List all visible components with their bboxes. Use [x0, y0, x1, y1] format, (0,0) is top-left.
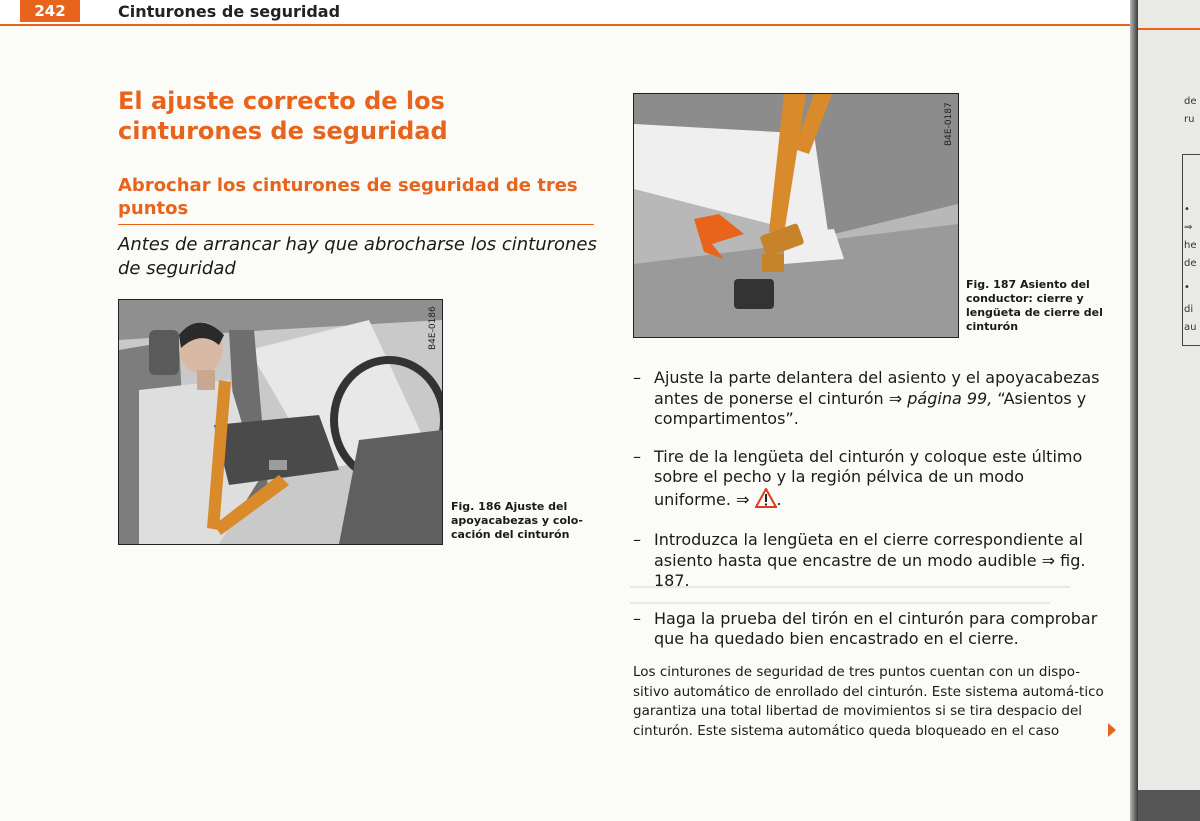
- page-reference-link[interactable]: página 99,: [907, 388, 993, 408]
- figure-187-illustration: [633, 93, 959, 338]
- next-page-edge: [1138, 0, 1200, 821]
- list-item: – Ajuste la parte delantera del asiento y el apoyacabezas antes de ponerse el cinturón ⇒ página 99, “Asientos y compartimentos”.: [633, 368, 1100, 428]
- next-page-fragment: de: [1184, 96, 1197, 107]
- next-page-fragment: •: [1184, 282, 1190, 293]
- buckle-closeup-illustration: [634, 94, 958, 337]
- next-page-fragment: he: [1184, 240, 1197, 251]
- page-number: 242: [20, 0, 80, 22]
- warning-triangle-icon[interactable]: [755, 488, 777, 514]
- section-subtitle: Abrochar los cinturones de seguridad de tres puntos: [118, 174, 594, 225]
- page-header: [0, 0, 1138, 26]
- next-page-fragment: de: [1184, 258, 1197, 269]
- page-title: El ajuste correcto de los cinturones de seguridad: [118, 87, 448, 145]
- section-title: Cinturones de seguridad: [118, 2, 341, 21]
- next-page-fragment: au: [1184, 322, 1197, 333]
- intro-text: Antes de arrancar hay que abrocharse los cinturones de seguridad: [118, 234, 597, 279]
- figure-186-illustration: [118, 299, 443, 545]
- figure-187-caption: Fig. 187 Asiento del conductor: cierre y lengüeta de cierre del cinturón: [966, 278, 1103, 333]
- figure-code: B4E-0186: [428, 306, 438, 350]
- figure-186-caption: Fig. 186 Ajuste del apoyacabezas y colo-cación del cinturón: [451, 500, 583, 541]
- body-paragraph: Los cinturones de seguridad de tres puntos cuentan con un dispo-sitivo automático de enrollado del cinturón. Este sistema automá-tico garantiza una total libertad de movimientos si se tira despacio del cinturón. Este sistema automático queda bloqueado en el caso: [633, 664, 1104, 739]
- next-page-fragment: ru: [1184, 114, 1195, 125]
- figure-code: B4E-0187: [944, 102, 954, 146]
- list-item: – Haga la prueba del tirón en el cinturón para comprobar que ha quedado bien encastrado en el cierre.: [633, 608, 1098, 648]
- next-page-fragment: di: [1184, 304, 1194, 315]
- list-item: – Introduzca la lengüeta en el cierre correspondiente al asiento hasta que encastre de un modo audible ⇒ fig. 187.: [633, 530, 1086, 590]
- next-page-fragment: •: [1184, 204, 1190, 215]
- next-page-rule: [1138, 28, 1200, 30]
- bottom-shadow: [1138, 790, 1200, 821]
- instruction-list: [633, 368, 1103, 667]
- driver-seatbelt-illustration: [119, 300, 442, 544]
- continue-arrow-icon: [1108, 723, 1116, 737]
- next-page-fragment: ⇒: [1184, 222, 1193, 233]
- list-item: – Tire de la lengüeta del cinturón y coloque este último sobre el pecho y la región pélvica de un modo uniforme. ⇒ .: [633, 447, 1103, 514]
